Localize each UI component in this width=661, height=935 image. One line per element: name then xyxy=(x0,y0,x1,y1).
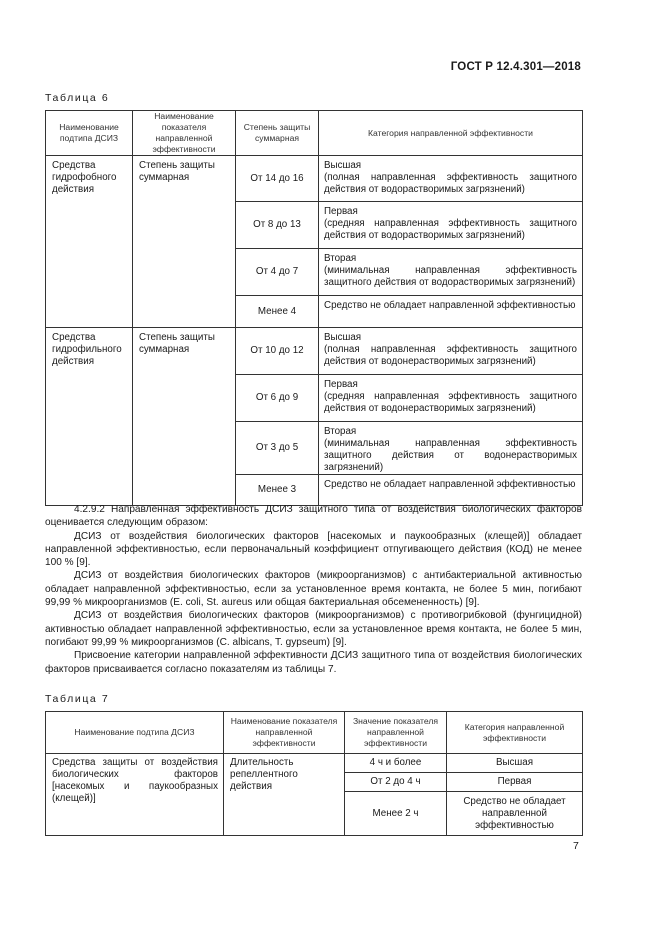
column-header: Степень защиты суммарная xyxy=(236,111,319,156)
category-cell: Средство не обладает направленной эффективностью xyxy=(319,475,583,506)
value-cell: Менее 2 ч xyxy=(345,792,447,836)
value-cell: От 4 до 7 xyxy=(236,249,319,296)
category-cell xyxy=(319,422,583,475)
category-cell xyxy=(319,328,583,375)
category-detail: (средняя направленная эффективность защитного действия от водорастворимых загрязнений) xyxy=(324,218,577,241)
category-cell xyxy=(319,156,583,202)
table-row xyxy=(46,754,583,773)
subtype-cell: Средства гидрофильного действия xyxy=(46,328,133,506)
category-name: Первая xyxy=(324,379,358,390)
paragraph: ДСИЗ от воздействия биологических факторов (микроорганизмов) с антибактериальной активностью обладает направленной эффективностью, если за установленное время контакта, не более 5 мин, погибают 99,99 % микроорганизмов (E. coli, St. aureus или общая бактериальная обсемененность) [9]. xyxy=(45,570,582,609)
value-cell: От 3 до 5 xyxy=(236,422,319,475)
category-cell: Средство не обладает направленной эффективностью xyxy=(447,792,583,836)
column-header: Наименование подтипа ДСИЗ xyxy=(46,712,224,754)
value-cell: От 2 до 4 ч xyxy=(345,773,447,792)
body-text xyxy=(45,503,582,676)
subtype-cell: Средства защиты от воздействия биологических факторов [насекомых и паукообразных (клещей)] xyxy=(46,754,224,836)
indicator-cell: Длительность репеллентного действия xyxy=(224,754,345,836)
paragraph: 4.2.9.2 Направленная эффективность ДСИЗ защитного типа от воздействия биологических факторов оценивается следующим образом: xyxy=(45,504,582,529)
category-cell: Первая xyxy=(447,773,583,792)
category-name: Вторая xyxy=(324,426,357,437)
category-cell: Средство не обладает направленной эффективностью xyxy=(319,296,583,328)
category-detail: (минимальная направленная эффективность защитного действия от водорастворимых загрязнений) xyxy=(324,265,577,288)
indicator-cell: Степень защиты суммарная xyxy=(133,156,236,328)
indicator-cell: Степень защиты суммарная xyxy=(133,328,236,506)
value-cell: Менее 4 xyxy=(236,296,319,328)
category-cell xyxy=(319,375,583,422)
value-cell: От 14 до 16 xyxy=(236,156,319,202)
table-row xyxy=(46,156,583,202)
column-header: Значение показателя направленной эффективности xyxy=(345,712,447,754)
table-7 xyxy=(45,711,583,836)
page-number: 7 xyxy=(573,840,579,852)
category-detail: (полная направленная эффективность защитного действия от водонерастворимых загрязнений) xyxy=(324,344,577,367)
table-6 xyxy=(45,110,583,506)
category-name: Высшая xyxy=(324,332,362,343)
value-cell: От 6 до 9 xyxy=(236,375,319,422)
value-cell: От 10 до 12 xyxy=(236,328,319,375)
column-header: Категория направленной эффективности xyxy=(319,111,583,156)
value-cell: От 8 до 13 xyxy=(236,202,319,249)
column-header: Наименование подтипа ДСИЗ xyxy=(46,111,133,156)
category-detail: (полная направленная эффективность защитного действия от водорастворимых загрязнений) xyxy=(324,172,577,195)
column-header: Наименование показателя направленной эффективности xyxy=(224,712,345,754)
subtype-cell: Средства гидрофобного действия xyxy=(46,156,133,328)
table-header-row xyxy=(46,712,583,754)
paragraph: ДСИЗ от воздействия биологических факторов [насекомых и паукообразных (клещей)] обладает направленной эффективностью, если первоначальный коэффициент отпугивающего действия (КОД) не менее 100 % [9]. xyxy=(45,530,582,569)
paragraph: ДСИЗ от воздействия биологических факторов (микроорганизмов) с противогрибковой (фунгицидной) активностью обладает направленной эффективностью, если за установленное время контакта, не более 5 мин, погибают 99,99 % микроорганизмов (C. albicans, T. gypseum) [9]. xyxy=(45,610,582,648)
value-cell: Менее 3 xyxy=(236,475,319,506)
category-cell xyxy=(319,249,583,296)
paragraph: Присвоение категории направленной эффективности ДСИЗ защитного типа от воздействия биологических факторов присваивается согласно показателям из таблицы 7. xyxy=(45,650,582,675)
category-detail: (средняя направленная эффективность защитного действия от водонерастворимых загрязнений) xyxy=(324,391,577,414)
category-name: Высшая xyxy=(324,160,362,171)
table-row xyxy=(46,328,583,375)
column-header: Категория направленной эффективности xyxy=(447,712,583,754)
category-cell: Высшая xyxy=(447,754,583,773)
table-header-row xyxy=(46,111,583,156)
category-detail: (минимальная направленная эффективность защитного действия от водонерастворимых загрязнений) xyxy=(324,438,577,473)
value-cell: 4 ч и более xyxy=(345,754,447,773)
table6-caption: Таблица 6 xyxy=(45,92,110,104)
column-header: Наименование показателя направленной эффективности xyxy=(133,111,236,156)
category-name: Вторая xyxy=(324,253,357,264)
category-cell xyxy=(319,202,583,249)
category-name: Первая xyxy=(324,206,358,217)
table7-caption: Таблица 7 xyxy=(45,693,110,705)
standard-header: ГОСТ Р 12.4.301—2018 xyxy=(450,61,581,73)
